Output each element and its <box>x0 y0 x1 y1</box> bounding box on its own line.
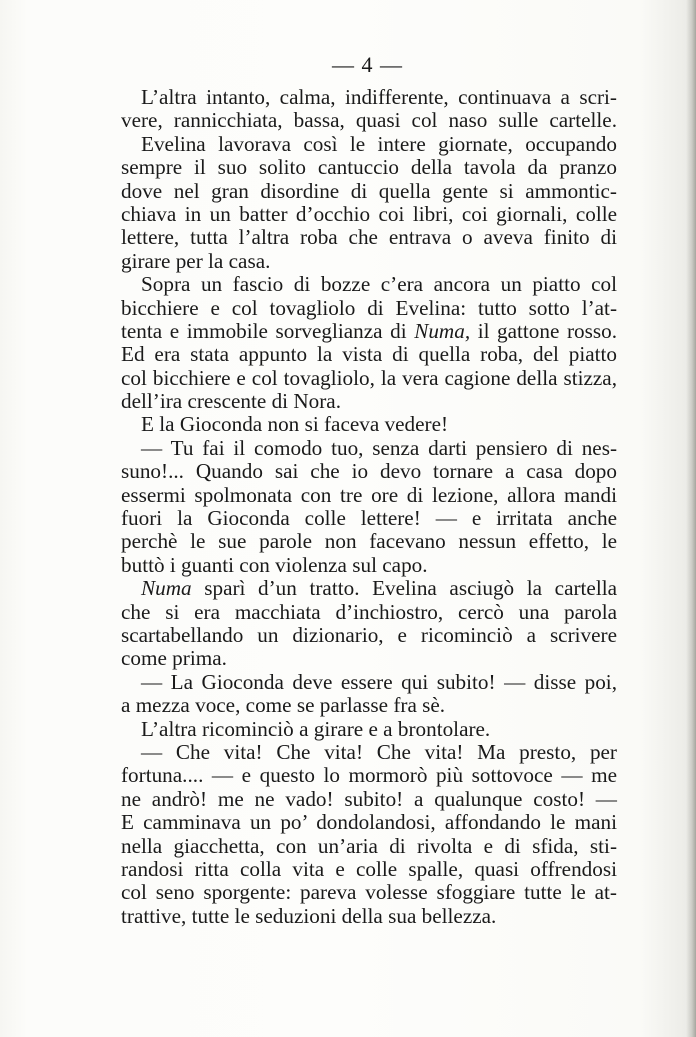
text-line: L’altra ricominciò a girare e a brontolare. <box>141 716 491 741</box>
text-line: a mezza voce, come se parlasse fra sè. <box>121 693 446 718</box>
text-line: buttò i guanti con violenza sul capo. <box>121 552 428 577</box>
italic-name: Numa <box>141 576 192 601</box>
text-line: fortuna.... — e questo lo mormorò più sottovoce — me <box>121 763 617 788</box>
text-line: L’altra intanto, calma, indifferente, continuava a scri- <box>141 85 617 109</box>
body-text <box>121 86 617 928</box>
page-edge-shadow <box>686 0 696 1037</box>
italic-name: Numa, <box>414 318 471 343</box>
text-line: che si era macchiata d’inchiostro, cercò una parola <box>121 599 617 624</box>
text-line: tenta e immobile sorveglianza di Numa, il gattone rosso. <box>121 318 618 343</box>
text-line: E camminava un po’ dondolandosi, affondando le mani <box>121 810 617 835</box>
text-line: randosi ritta colla vita e colle spalle, quasi offrendosi <box>121 856 617 881</box>
text-line: vere, rannicchiata, bassa, quasi col naso sulle cartelle. <box>121 108 617 133</box>
text-line: dove nel gran disordine di quella gente si ammontic- <box>121 178 617 203</box>
text-line: Evelina lavorava così le intere giornate, occupando <box>141 131 617 156</box>
text-line: dell’ira crescente di Nora. <box>121 389 341 414</box>
text-line: — La Gioconda deve essere qui subito! — disse poi, <box>141 669 617 694</box>
text-line: chiava in un batter d’occhio coi libri, coi giornali, colle <box>121 201 617 226</box>
text-line: essermi spolmonata con tre ore di lezione, allora mandi <box>121 482 617 507</box>
text-line: sempre il suo solito cantuccio della tavola da pranzo <box>121 155 617 180</box>
text-line: trattive, tutte le seduzioni della sua bellezza. <box>121 903 497 928</box>
text-line: col bicchiere e col tovagliolo, la vera cagione della stizza, <box>121 365 617 390</box>
text-line: Numa sparì d’un tratto. Evelina asciugò la cartella <box>141 576 617 601</box>
text-line: scartabellando un dizionario, e ricominciò a scrivere <box>121 622 617 647</box>
text-line: lettere, tutta l’altra roba che entrava o aveva finito di <box>121 225 617 250</box>
text-line: ne andrò! me ne vado! subito! a qualunque costo! — <box>121 786 617 811</box>
text-line: Sopra un fascio di bozze c’era ancora un piatto col <box>141 272 617 297</box>
text-line: come prima. <box>121 646 227 671</box>
text-line: Ed era stata appunto la vista di quella roba, del piatto <box>121 342 617 367</box>
text-line: fuori la Gioconda colle lettere! — e irritata anche <box>121 506 617 531</box>
text-line: E la Gioconda non si faceva vedere! <box>141 412 449 437</box>
text-line: suno!... Quando sai che io devo tornare a casa dopo <box>121 459 617 484</box>
text-line: nella giacchetta, con un’aria di rivolta e di sfida, sti- <box>121 833 617 858</box>
text-line: perchè le sue parole non facevano nessun effetto, le <box>121 529 617 554</box>
text-line: bicchiere e col tovagliolo di Evelina: tutto sotto l’at- <box>121 295 617 320</box>
text-line: girare per la casa. <box>121 248 271 273</box>
text-line: — Tu fai il comodo tuo, senza darti pensiero di nes- <box>141 435 617 460</box>
page-number: — 4 — <box>332 52 403 77</box>
text-line: — Che vita! Che vita! Che vita! Ma presto, per <box>141 739 617 764</box>
text-line: col seno sporgente: pareva volesse sfoggiare tutte le at- <box>121 880 617 905</box>
